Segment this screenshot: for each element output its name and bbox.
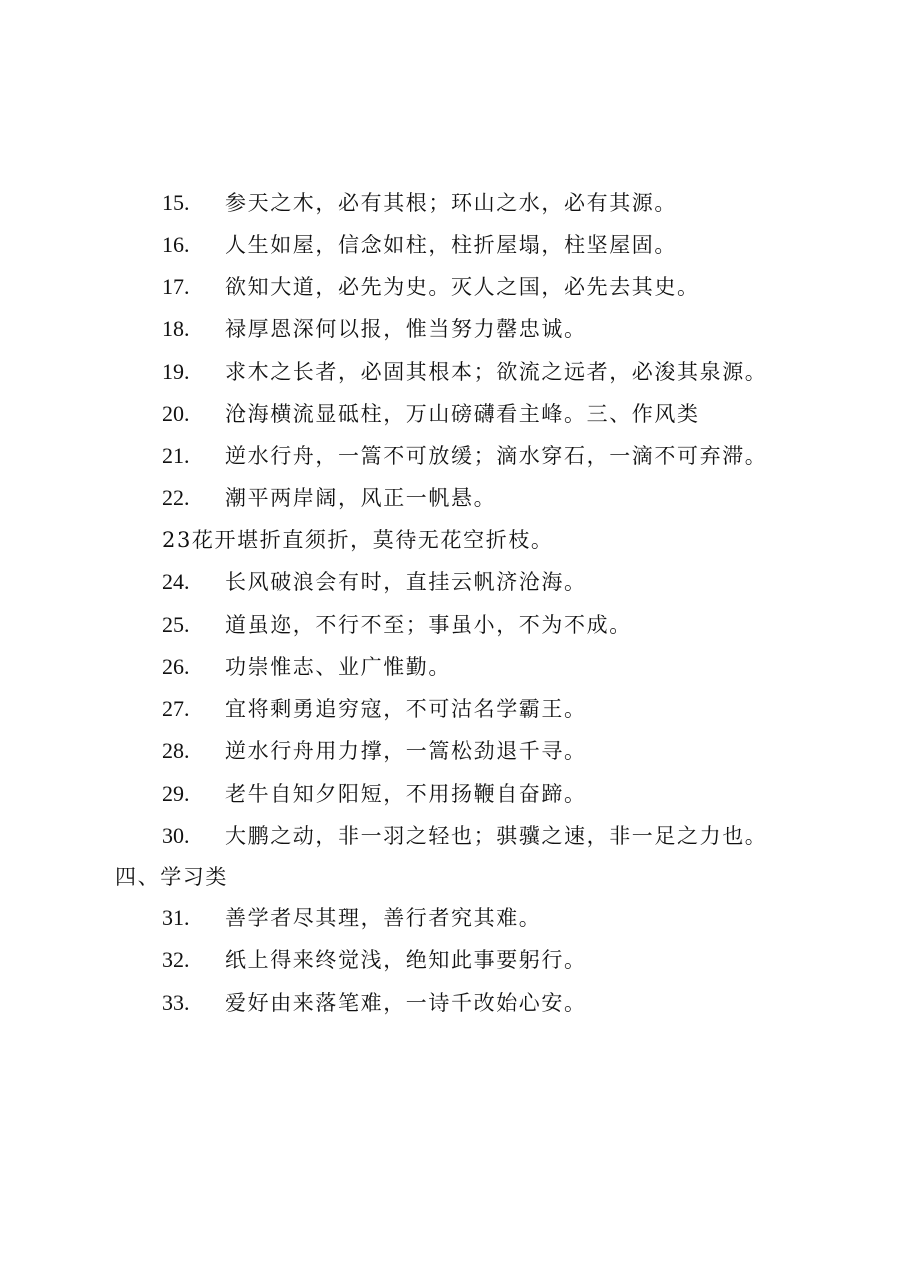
item-text: 沧海横流显砥柱，万山磅礴看主峰。三、作风类 [225, 402, 700, 426]
item-text: 求木之长者，必固其根本；欲流之远者，必浚其泉源。 [225, 360, 768, 384]
item-number: 31. [162, 905, 190, 930]
item-text: 宜将剩勇追穷寇，不可沽名学霸王。 [225, 697, 587, 721]
item-text: 欲知大道，必先为史。灭人之国，必先去其史。 [225, 275, 700, 299]
item-text: 纸上得来终觉浅，绝知此事要躬行。 [225, 948, 587, 972]
item-number: 33. [162, 990, 190, 1015]
item-text: 23花开堪折直须折，莫待无花空折枝。 [162, 528, 554, 552]
item-number: 30. [162, 823, 190, 848]
item-number: 29. [162, 781, 190, 806]
item-number: 18. [162, 316, 190, 341]
item-number: 19. [162, 359, 190, 384]
item-number: 21. [162, 443, 190, 468]
item-number: 26. [162, 654, 190, 679]
item-text: 人生如屋，信念如柱，柱折屋塌，柱坚屋固。 [225, 233, 677, 257]
item-number: 20. [162, 401, 190, 426]
section-heading-text: 四、学习类 [115, 865, 228, 889]
item-text: 道虽迩，不行不至；事虽小，不为不成。 [225, 613, 632, 637]
item-text: 逆水行舟，一篙不可放缓；滴水穿石，一滴不可弃滞。 [225, 444, 768, 468]
item-number: 22. [162, 485, 190, 510]
item-number: 15. [162, 190, 190, 215]
item-text: 逆水行舟用力撑，一篙松劲退千寻。 [225, 739, 587, 763]
item-text: 潮平两岸阔，风正一帆悬。 [225, 486, 497, 510]
item-number: 28. [162, 738, 190, 763]
item-text: 功崇惟志、业广惟勤。 [225, 655, 451, 679]
item-text: 老牛自知夕阳短，不用扬鞭自奋蹄。 [225, 782, 587, 806]
item-number: 32. [162, 947, 190, 972]
item-text: 参天之木，必有其根；环山之水，必有其源。 [225, 191, 677, 215]
item-text: 善学者尽其理，善行者究其难。 [225, 906, 542, 930]
item-number: 16. [162, 232, 190, 257]
item-text: 禄厚恩深何以报，惟当努力罄忠诚。 [225, 317, 587, 341]
item-text: 大鹏之动，非一羽之轻也；骐骥之速，非一足之力也。 [225, 824, 768, 848]
item-number: 25. [162, 612, 190, 637]
item-number: 17. [162, 274, 190, 299]
item-text: 长风破浪会有时，直挂云帆济沧海。 [225, 570, 587, 594]
item-text: 爱好由来落笔难，一诗千改始心安。 [225, 991, 587, 1015]
item-number: 24. [162, 569, 190, 594]
item-number: 27. [162, 696, 190, 721]
